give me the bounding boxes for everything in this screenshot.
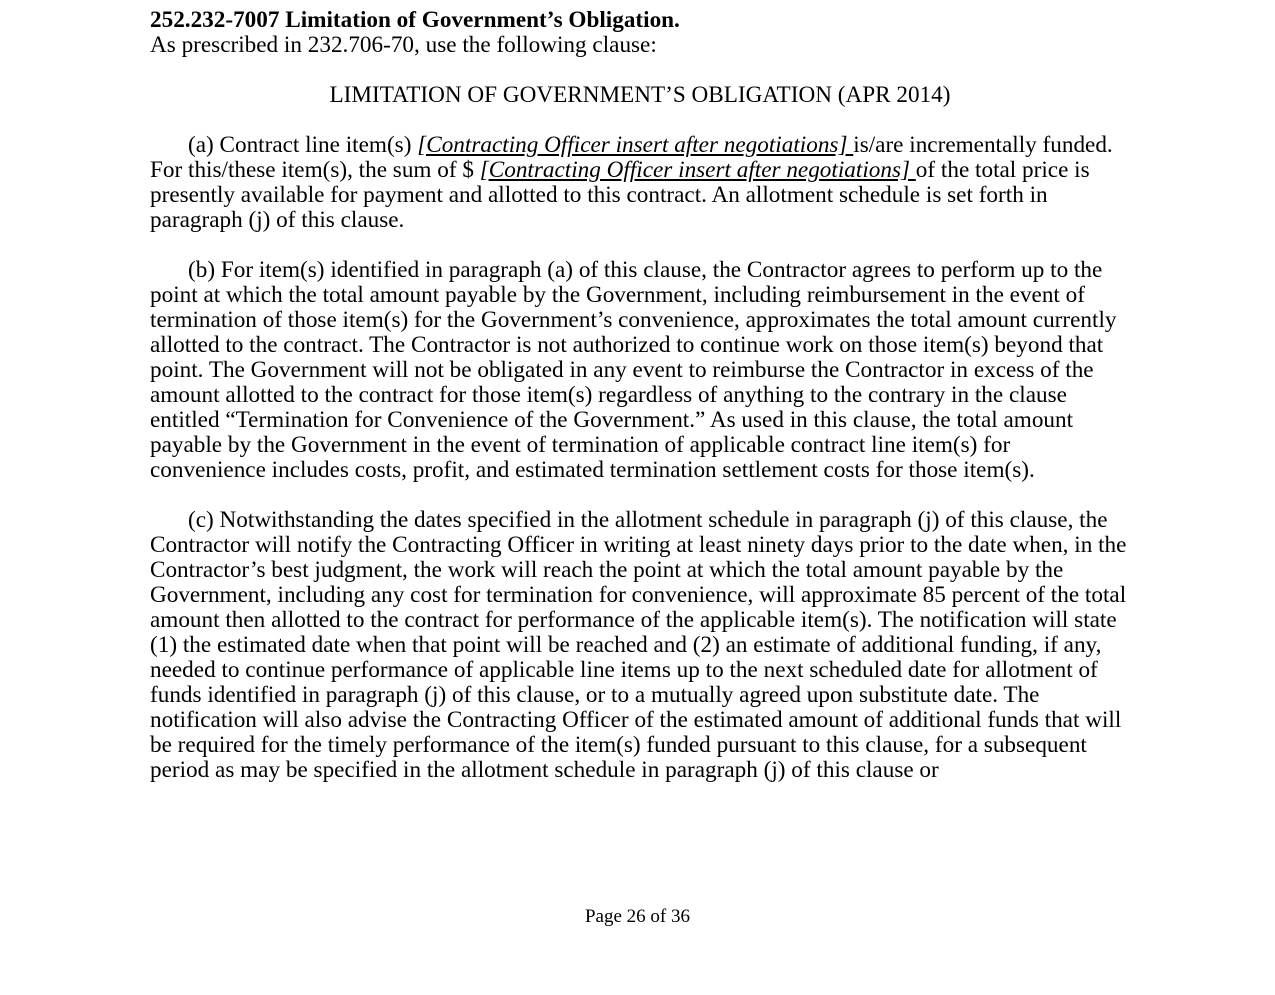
clause-title: LIMITATION OF GOVERNMENT’S OBLIGATION (APR 2014) bbox=[329, 82, 951, 108]
prescription-line: As prescribed in 232.706-70, use the following clause: bbox=[150, 32, 657, 58]
paragraph-a-text-3: of the total price is presently available for payment and allotted to this contract. An allotment schedule is set forth in paragraph (j) of this clause. bbox=[150, 157, 1090, 233]
section-heading: 252.232-7007 Limitation of Government’s Obligation. bbox=[150, 7, 680, 33]
paragraph-a-text-1: (a) Contract line item(s) bbox=[188, 132, 418, 158]
paragraph-a bbox=[150, 133, 1130, 233]
page-number: Page 26 of 36 bbox=[584, 906, 690, 927]
document-page bbox=[150, 8, 1130, 783]
paragraph-c: (c) Notwithstanding the dates specified in the allotment schedule in paragraph (j) of this clause, the Contractor will notify the Contracting Officer in writing at least ninety days prior to the date when, in the Contractor’s best judgment, the work will reach the point at which the total amount payable by the Government, including any cost for termination for convenience, will approximate 85 percent of the total amount then allotted to the contract for performance of the applicable item(s). The notification will state (1) the estimated date when that point will be reached and (2) an estimate of additional funding, if any, needed to continue performance of applicable line items up to the next scheduled date for allotment of funds identified in paragraph (j) of this clause, or to a mutually agreed upon substitute date. The notification will also advise the Contracting Officer of the estimated amount of additional funds that will be required for the timely performance of the item(s) funded pursuant to this clause, for a subsequent period as may be specified in the allotment schedule in paragraph (j) of this clause or bbox=[150, 507, 1127, 783]
insert-placeholder-amount: [Contracting Officer insert after negotiations] bbox=[479, 157, 916, 183]
insert-placeholder-line-items: [Contracting Officer insert after negotiations] bbox=[417, 132, 854, 158]
paragraph-a-text-2: is/are incrementally funded. For this/these item(s), the sum of $ bbox=[150, 132, 1113, 183]
paragraph-b: (b) For item(s) identified in paragraph (a) of this clause, the Contractor agrees to perform up to the point at which the total amount payable by the Government, including reimbursement in the event of termination of those item(s) for the Government’s convenience, approximates the total amount currently allotted to the contract. The Contractor is not authorized to continue work on those item(s) beyond that point. The Government will not be obligated in any event to reimburse the Contractor in excess of the amount allotted to the contract for those item(s) regardless of anything to the contrary in the clause entitled “Termination for Convenience of the Government.” As used in this clause, the total amount payable by the Government in the event of termination of applicable contract line item(s) for convenience includes costs, profit, and estimated termination settlement costs for those item(s). bbox=[150, 257, 1117, 483]
